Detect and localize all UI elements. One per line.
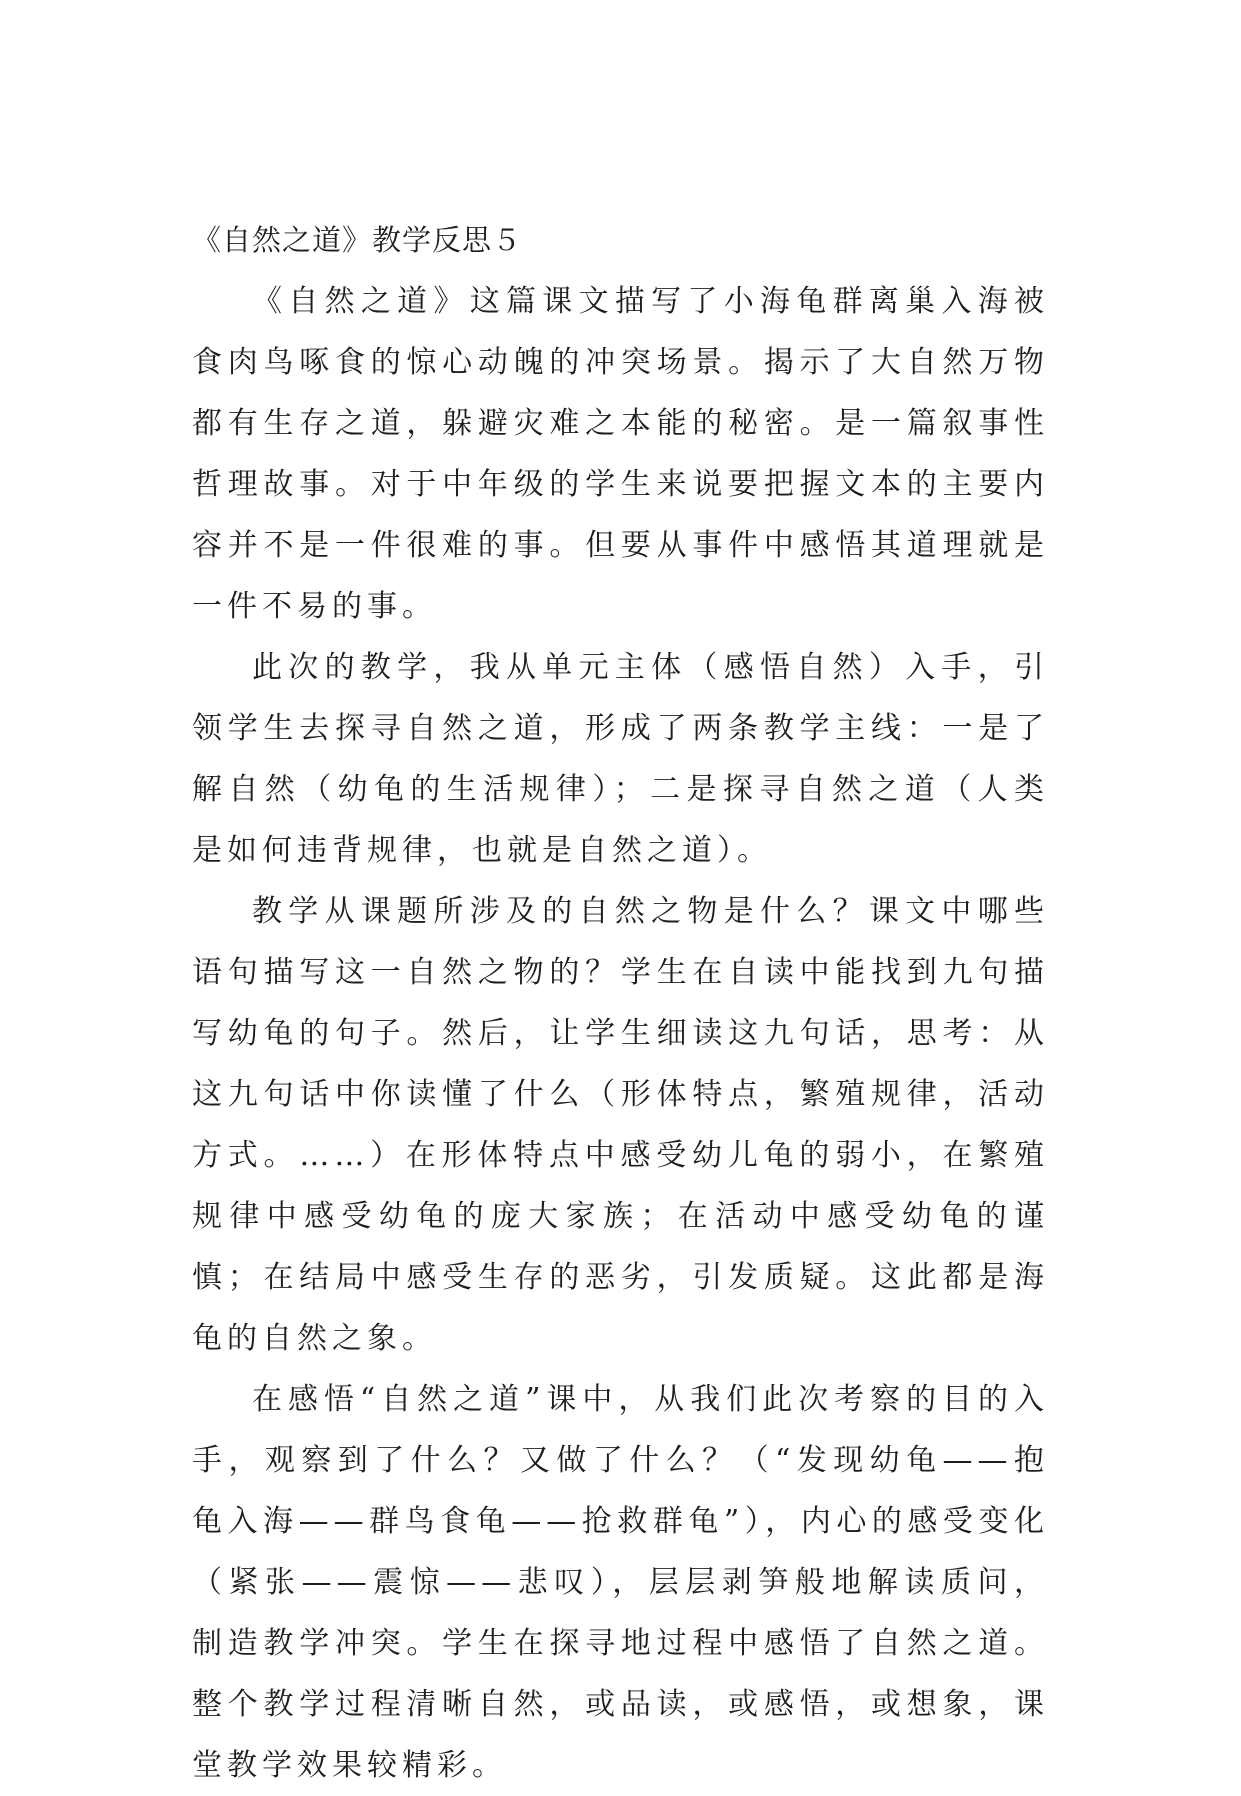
paragraph-intro: 《自然之道》这篇课文描写了小海龟群离巢入海被食肉鸟啄食的惊心动魄的冲突场景。揭示了大自然万物都有生存之道，躲避灾难之本能的秘密。是一篇叙事性哲理故事。对于中年级的学生来说要把握文本的主要内容并不是一件很难的事。但要从事件中感悟其道理就是一件不易的事。 bbox=[192, 284, 1049, 624]
document-title: 《自然之道》教学反思５ bbox=[192, 223, 523, 257]
document-body bbox=[192, 215, 1049, 1796]
paragraph-reflection: 在感悟“自然之道”课中，从我们此次考察的目的入手，观察到了什么？又做了什么？（“发现幼龟——抱龟入海——群鸟食龟——抢救群龟”），内心的感受变化（紧张——震惊——悲叹），层层剥笋般地解读质问，制造教学冲突。学生在探寻地过程中感悟了自然之道。整个教学过程清晰自然，或品读，或感悟，或想象，课堂教学效果较精彩。 bbox=[192, 1382, 1049, 1783]
paragraph-teaching-approach: 此次的教学，我从单元主体（感悟自然）入手，引领学生去探寻自然之道，形成了两条教学主线：一是了解自然（幼龟的生活规律）；二是探寻自然之道（人类是如何违背规律，也就是自然之道）。 bbox=[192, 650, 1049, 868]
paragraph-teaching-process: 教学从课题所涉及的自然之物是什么？课文中哪些语句描写这一自然之物的？学生在自读中能找到九句描写幼龟的句子。然后，让学生细读这九句话，思考：从这九句话中你读懂了什么（形体特点，繁殖规律，活动方式。……）在形体特点中感受幼儿龟的弱小，在繁殖规律中感受幼龟的庞大家族；在活动中感受幼龟的谨慎；在结局中感受生存的恶劣，引发质疑。这此都是海龟的自然之象。 bbox=[192, 894, 1049, 1356]
